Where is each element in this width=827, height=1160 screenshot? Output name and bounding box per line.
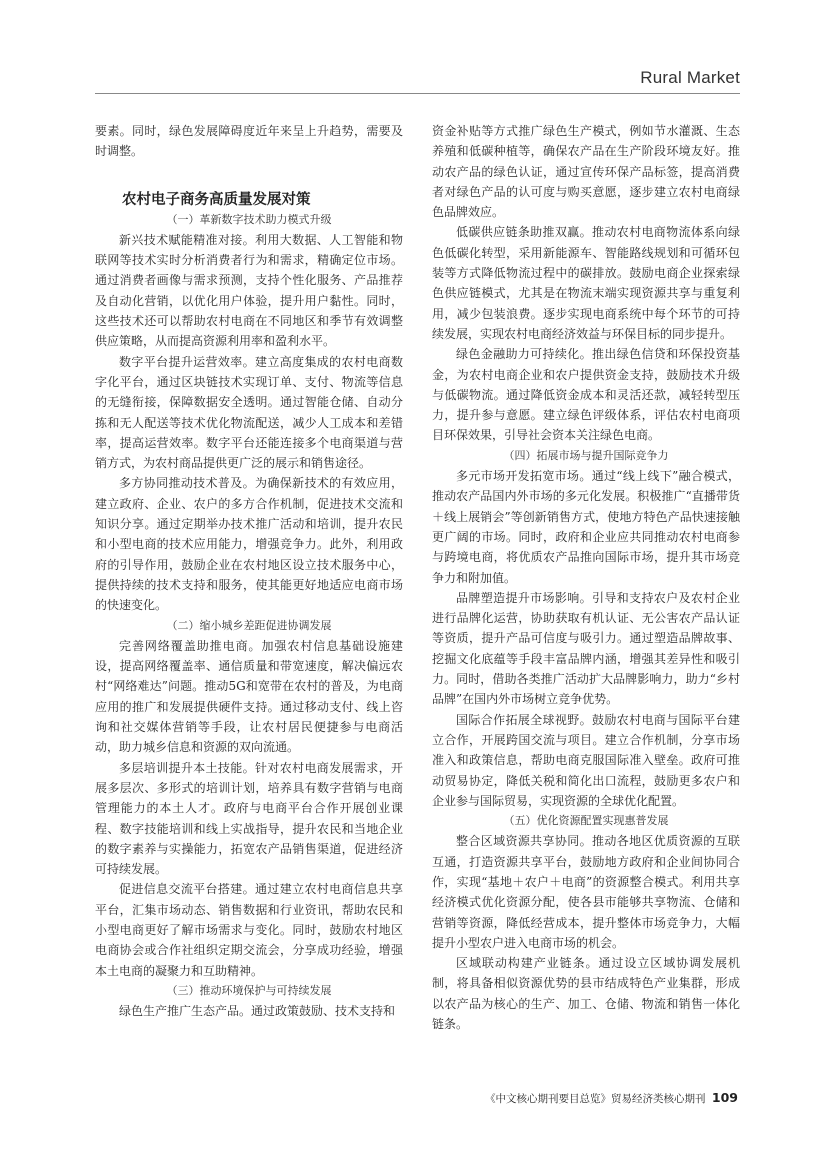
paragraph: 数字平台提升运营效率。建立高度集成的农村电商数字化平台，通过区块链技术实现订单、支付、物流等信息的无缝衔接，保障数据安全透明。通过智能仓储、自动分拣和无人配送等技术优化物流配送，减少人工成本和差错率，提高运营效率。数字平台还能连接多个电商渠道与营销方式，为农村商品提供更广泛的展示和销售途径。	[95, 354, 403, 471]
paragraph: 要素。同时，绿色发展障碍度近年来呈上升趋势，需要及时调整。	[95, 124, 403, 159]
journal-name: Rural Market	[640, 68, 740, 87]
left-column	[95, 121, 403, 1021]
paragraph: 多元市场开发拓宽市场。通过“线上线下”融合模式，推动农产品国内外市场的多元化发展。积极推广“直播带货＋线上展销会”等创新销售方式，使地方特色产品快速接触更广阔的市场。同时，政府和企业应共同推动农村电商参与跨境电商，将优质农产品推向国际市场，提升其市场竞争力和附加值。	[432, 469, 740, 585]
subsection-heading: （一）革新数字技术助力模式升级	[166, 212, 332, 226]
footer-journal-index: 《中文核心期刊要目总览》贸易经济类核心期刊	[485, 1093, 706, 1105]
section-title: 农村电子商务高质量发展对策	[122, 191, 311, 208]
paragraph: 绿色生产推广生态产品。通过政策鼓励、技术支持和	[119, 1004, 396, 1019]
subsection-heading: （三）推动环境保护与可持续发展	[166, 983, 332, 997]
page-number: 109	[711, 1090, 738, 1105]
subsection-heading: （五）优化资源配置实现惠普发展	[503, 814, 669, 828]
right-column	[432, 121, 740, 1034]
paragraph: 多层培训提升本土技能。针对农村电商发展需求，开展多层次、多形式的培训计划，培养具有数字营销与电商管理能力的本土人才。政府与电商平台合作开展创业课程、数字技能培训和线上实战指导，提升农民和当地企业的数字素养与实操能力，拓宽农产品销售渠道，促进经济可持续发展。	[95, 760, 403, 877]
paragraph: 低碳供应链条助推双赢。推动农村电商物流体系向绿色低碳化转型，采用新能源车、智能路线规划和可循环包装等方式降低物流过程中的碳排放。鼓励电商企业探索绿色供应链模式，尤其是在物流末端实现资源共享与重复利用，减少包装浪费。逐步实现电商系统中每个环节的可持续发展，实现农村电商经济效益与环保目标的同步提升。	[432, 225, 740, 341]
paragraph: 区域联动构建产业链条。通过设立区域协调发展机制，将具备相似资源优势的县市结成特色产业集群，形成以农产品为核心的生产、加工、仓储、物流和销售一体化链条。	[432, 956, 740, 1032]
subsection-heading: （二）缩小城乡差距促进协调发展	[166, 618, 332, 632]
page-footer	[485, 1090, 738, 1106]
paragraph: 多方协同推动技术普及。为确保新技术的有效应用，建立政府、企业、农户的多方合作机制，促进技术交流和知识分享。通过定期举办技术推广活动和培训，提升农民和小型电商的技术应用能力，增强竞争力。此外，利用政府的引导作用，鼓励企业在农村地区设立技术服务中心，提供持续的技术支持和服务，使其能更好地适应电商市场的快速变化。	[95, 476, 403, 613]
paragraph: 新兴技术赋能精准对接。利用大数据、人工智能和物联网等技术实时分析消费者行为和需求，精确定位市场。通过消费者画像与需求预测，支持个性化服务、产品推荐及自动化营销，以优化用户体验，提升用户黏性。同时，这些技术还可以帮助农村电商在不同地区和季节有效调整供应策略，从而提高资源利用率和盈利水平。	[95, 232, 403, 349]
subsection-heading: （四）拓展市场与提升国际竞争力	[503, 448, 669, 462]
paragraph: 整合区域资源共享协同。推动各地区优质资源的互联互通，打造资源共享平台，鼓励地方政府和企业间协同合作，实现“基地＋农户＋电商”的资源整合模式。利用共享经济模式优化资源分配，使各县市能够共享物流、仓储和营销等资源，降低经营成本，提升整体市场竞争力，大幅提升小型农户进入电商市场的机会。	[432, 834, 740, 950]
paragraph: 完善网络覆盖助推电商。加强农村信息基础设施建设，提高网络覆盖率、通信质量和带宽速度，解决偏远农村“网络难达”问题。推动5G和宽带在农村的普及，为电商应用的推广和发展提供硬件支持。通过移动支付、线上咨询和社交媒体营销等手段，让农村居民便捷参与电商活动，助力城乡信息和资源的双向流通。	[95, 638, 403, 755]
paragraph: 促进信息交流平台搭建。通过建立农村电商信息共享平台，汇集市场动态、销售数据和行业资讯，帮助农民和小型电商更好了解市场需求与变化。同时，鼓励农村地区电商协会或合作社组织定期交流会，分享成功经验，增强本土电商的凝聚力和互助精神。	[95, 882, 403, 978]
paragraph: 绿色金融助力可持续化。推出绿色信贷和环保投资基金，为农村电商企业和农户提供资金支持，鼓励技术升级与低碳物流。通过降低资金成本和灵活还款，减轻转型压力，提升参与意愿。建立绿色评级体系，评估农村电商项目环保效果，引导社会资本关注绿色电商。	[432, 347, 740, 443]
header-rule	[95, 93, 740, 94]
paragraph: 国际合作拓展全球视野。鼓励农村电商与国际平台建立合作，开展跨国交流与项目。建立合作机制，分享市场准入和政策信息，帮助电商克服国际准入壁垒。政府可推动贸易协定，降低关税和简化出口流程，鼓励更多农户和企业参与国际贸易，实现资源的全球优化配置。	[432, 712, 740, 808]
paragraph: 品牌塑造提升市场影响。引导和支持农户及农村企业进行品牌化运营，协助获取有机认证、无公害农产品认证等资质，提升产品可信度与吸引力。通过塑造品牌故事、挖掘文化底蕴等手段丰富品牌内涵，增强其差异性和吸引力。同时，借助各类推广活动扩大品牌影响力，助力“乡村品牌”在国内外市场树立竞争优势。	[432, 590, 740, 707]
paragraph: 资金补贴等方式推广绿色生产模式，例如节水灌溉、生态养殖和低碳种植等，确保农产品在生产阶段环境友好。推动农产品的绿色认证，通过宣传环保产品标签，提高消费者对绿色产品的认可度与购买意愿，逐步建立农村电商绿色品牌效应。	[432, 124, 740, 220]
